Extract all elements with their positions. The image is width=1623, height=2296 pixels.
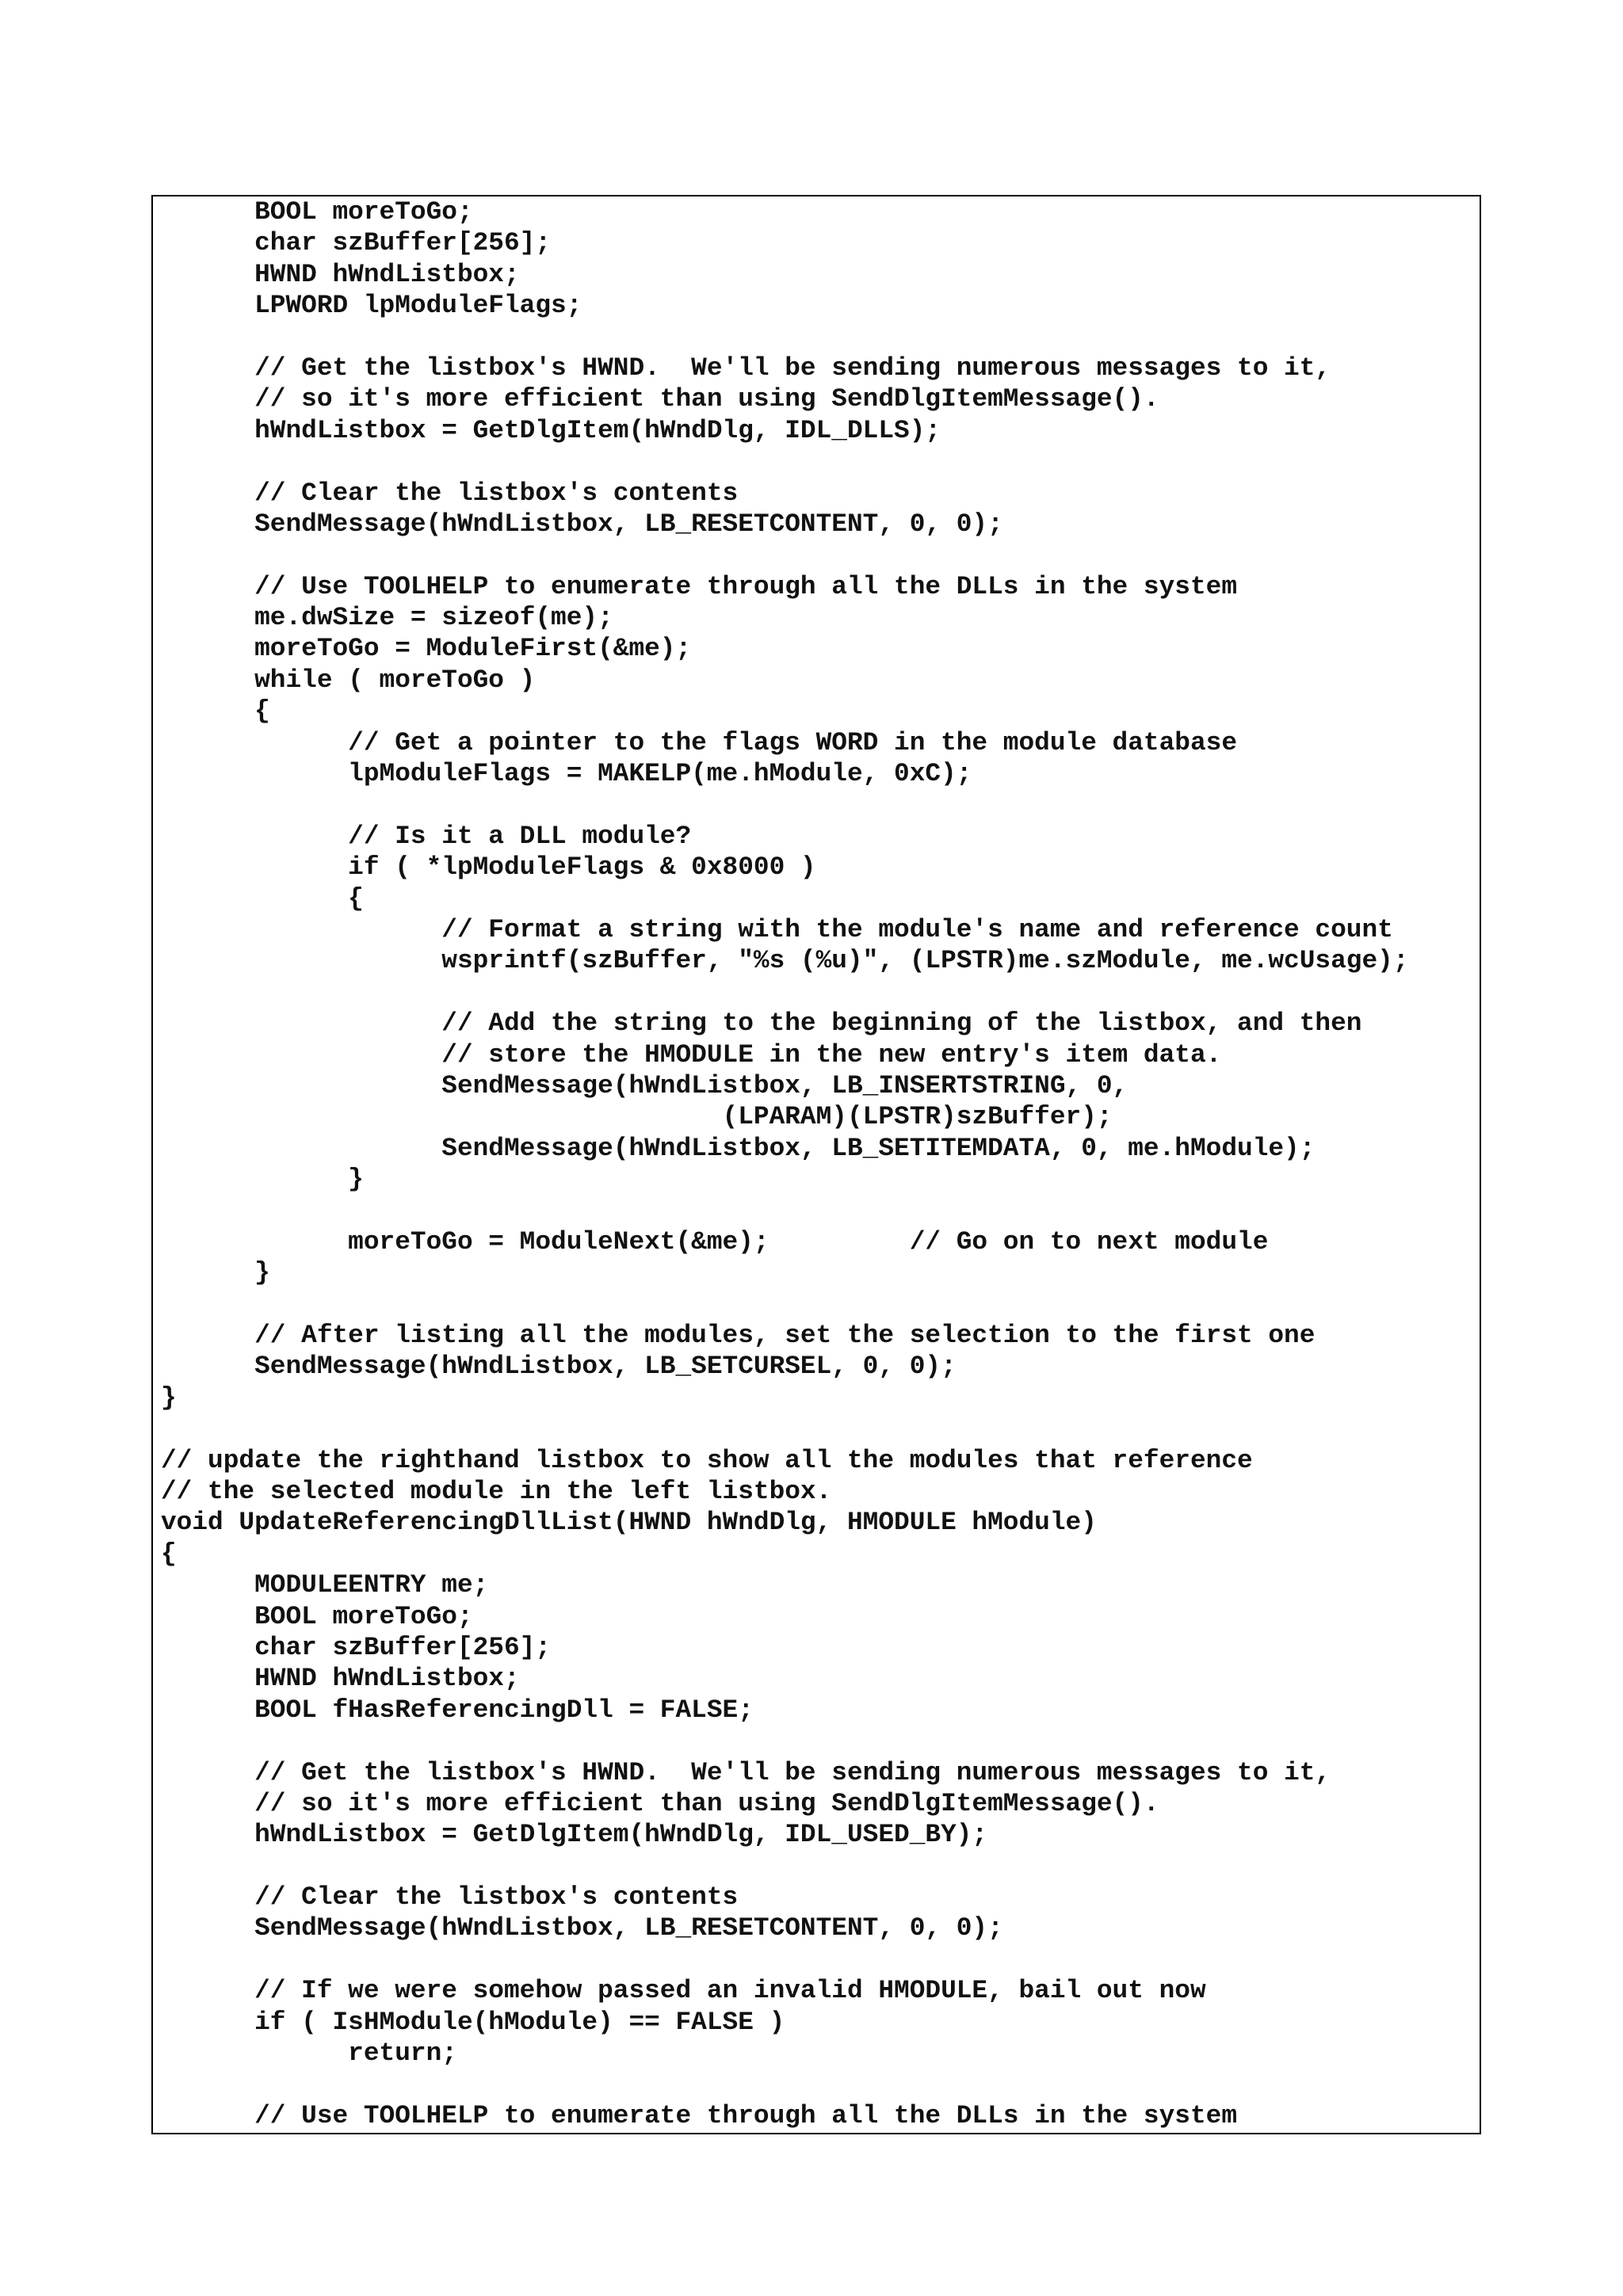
code-line: hWndListbox = GetDlgItem(hWndDlg, IDL_DLLS);: [161, 415, 941, 445]
code-listing: [161, 196, 1480, 2131]
code-line: // Clear the listbox's contents: [161, 478, 739, 508]
code-line: // Get the listbox's HWND. We'll be sending numerous messages to it,: [161, 1757, 1331, 1787]
code-line: }: [161, 1383, 177, 1413]
code-line: [161, 789, 1480, 820]
code-line: // Get the listbox's HWND. We'll be sending numerous messages to it,: [161, 353, 1331, 383]
code-line: {: [161, 696, 270, 727]
code-line: wsprintf(szBuffer, "%s (%u)", (LPSTR)me.szModule, me.wcUsage);: [161, 946, 1409, 976]
code-line: if ( *lpModuleFlags & 0x8000 ): [161, 852, 816, 883]
code-line: hWndListbox = GetDlgItem(hWndDlg, IDL_USED_BY);: [161, 1820, 988, 1850]
code-line: [161, 1851, 1480, 1882]
code-line: SendMessage(hWndListbox, LB_SETCURSEL, 0, 0);: [161, 1352, 957, 1382]
code-line: char szBuffer[256];: [161, 1632, 552, 1662]
code-line: // Format a string with the module's name and reference count: [161, 914, 1393, 944]
code-line: HWND hWndListbox;: [161, 259, 520, 289]
code-line: {: [161, 1539, 177, 1569]
code-line: [161, 1289, 1480, 1320]
code-listing-frame: [151, 195, 1481, 2134]
code-line: moreToGo = ModuleFirst(&me);: [161, 634, 692, 664]
code-line: // Get a pointer to the flags WORD in the module database: [161, 727, 1238, 757]
code-line: if ( IsHModule(hModule) == FALSE ): [161, 2007, 785, 2037]
code-line: void UpdateReferencingDllList(HWND hWndDlg, HMODULE hModule): [161, 1508, 1097, 1538]
code-line: (LPARAM)(LPSTR)szBuffer);: [161, 1102, 1113, 1132]
code-line: [161, 1196, 1480, 1226]
code-line: SendMessage(hWndListbox, LB_INSERTSTRING, 0,: [161, 1070, 1128, 1100]
code-line: // the selected module in the left listbox.: [161, 1477, 832, 1507]
code-line: return;: [161, 2039, 457, 2069]
code-line: while ( moreToGo ): [161, 665, 536, 695]
code-line: }: [161, 1258, 270, 1288]
code-line: char szBuffer[256];: [161, 228, 552, 258]
code-line: // Add the string to the beginning of the listbox, and then: [161, 1009, 1362, 1039]
code-line: HWND hWndListbox;: [161, 1664, 520, 1694]
code-line: // After listing all the modules, set the selection to the first one: [161, 1321, 1316, 1351]
code-line: }: [161, 1165, 364, 1195]
code-line: SendMessage(hWndListbox, LB_RESETCONTENT, 0, 0);: [161, 509, 1003, 539]
code-line: // Use TOOLHELP to enumerate through all the DLLs in the system: [161, 2100, 1238, 2130]
code-line: BOOL moreToGo;: [161, 197, 473, 227]
code-line: SendMessage(hWndListbox, LB_SETITEMDATA, 0, me.hModule);: [161, 1133, 1316, 1163]
code-line: [161, 446, 1480, 477]
code-line: // Use TOOLHELP to enumerate through all the DLLs in the system: [161, 571, 1238, 601]
code-line: [161, 977, 1480, 1008]
code-line: SendMessage(hWndListbox, LB_RESETCONTENT, 0, 0);: [161, 1913, 1003, 1943]
code-line: [161, 1944, 1480, 1975]
code-line: moreToGo = ModuleNext(&me); // Go on to next module: [161, 1226, 1269, 1257]
code-line: me.dwSize = sizeof(me);: [161, 603, 613, 633]
code-line: // If we were somehow passed an invalid HMODULE, bail out now: [161, 1976, 1206, 2006]
code-line: [161, 1413, 1480, 1444]
code-line: lpModuleFlags = MAKELP(me.hModule, 0xC);: [161, 759, 972, 789]
code-line: // so it's more efficient than using SendDlgItemMessage().: [161, 384, 1159, 414]
code-line: // so it's more efficient than using SendDlgItemMessage().: [161, 1788, 1159, 1818]
code-line: BOOL fHasReferencingDll = FALSE;: [161, 1695, 754, 1725]
code-line: // Is it a DLL module?: [161, 821, 692, 851]
code-line: BOOL moreToGo;: [161, 1601, 473, 1631]
code-line: [161, 1726, 1480, 1756]
code-line: [161, 2069, 1480, 2100]
code-line: {: [161, 883, 364, 913]
code-line: MODULEENTRY me;: [161, 1570, 489, 1600]
code-line: [161, 540, 1480, 570]
code-line: // store the HMODULE in the new entry's item data.: [161, 1039, 1222, 1070]
code-line: [161, 322, 1480, 353]
code-line: // update the righthand listbox to show all the modules that reference: [161, 1445, 1253, 1475]
code-line: // Clear the listbox's contents: [161, 1882, 739, 1913]
code-line: LPWORD lpModuleFlags;: [161, 291, 582, 321]
